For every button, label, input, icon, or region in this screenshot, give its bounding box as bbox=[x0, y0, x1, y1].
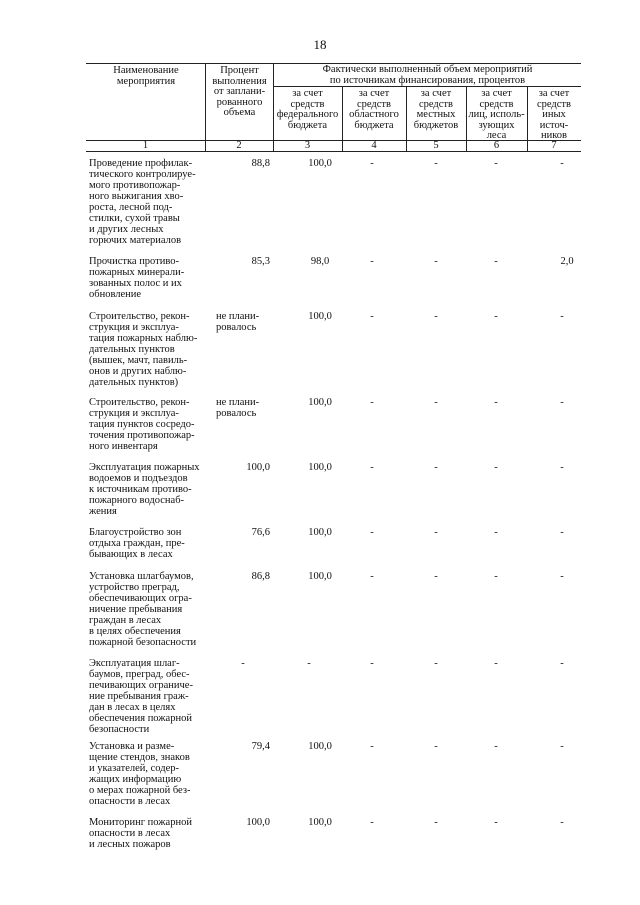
header-sub-local: за счет средств местных бюджетов bbox=[413, 88, 459, 131]
row-8-name: Эксплуатация шлаг- баумов, преград, обес- печивающих ограниче- ние пребывания граж- дан в лесах в целях обеспечения пожарной безопасности bbox=[89, 658, 193, 735]
header-sub-forest-users: за счет средств лиц, исполь- зующих леса bbox=[468, 88, 525, 141]
row-5-name: Эксплуатация пожарных водоемов и подъездов к источникам противо- пожарного водоснаб- жения bbox=[89, 462, 200, 517]
row-9-forest-users: - bbox=[494, 741, 498, 752]
column-numbers-rule bbox=[86, 151, 581, 152]
row-5-regional: - bbox=[370, 462, 374, 473]
row-1-federal: 100,0 bbox=[308, 158, 332, 169]
row-6-name: Благоустройство зон отдыха граждан, пре- бывающих в лесах bbox=[89, 527, 185, 560]
row-2-local: - bbox=[434, 256, 438, 267]
row-6-regional: - bbox=[370, 527, 374, 538]
row-8-federal: - bbox=[307, 658, 311, 669]
subheader-rule bbox=[273, 86, 581, 87]
header-col-name: Наименование мероприятия bbox=[113, 65, 179, 87]
row-10-federal: 100,0 bbox=[308, 817, 332, 828]
row-2-pct: 85,3 bbox=[251, 256, 270, 267]
header-sub-federal: за счет средств федерального бюджета bbox=[276, 88, 339, 131]
row-4-local: - bbox=[434, 397, 438, 408]
row-7-forest-users: - bbox=[494, 571, 498, 582]
row-6-pct: 76,6 bbox=[251, 527, 270, 538]
row-9-other: - bbox=[560, 741, 564, 752]
row-9-federal: 100,0 bbox=[308, 741, 332, 752]
row-5-pct: 100,0 bbox=[246, 462, 270, 473]
column-number: 1 bbox=[142, 140, 149, 151]
row-2-other: 2,0 bbox=[560, 256, 574, 267]
row-10-name: Мониторинг пожарной опасности в лесах и лесных пожаров bbox=[89, 817, 192, 850]
row-2-federal: 98,0 bbox=[310, 256, 330, 267]
header-sub-regional: за счет средств областного бюджета bbox=[349, 88, 399, 131]
row-1-forest-users: - bbox=[494, 158, 498, 169]
row-9-regional: - bbox=[370, 741, 374, 752]
row-8-forest-users: - bbox=[494, 658, 498, 669]
column-number: 7 bbox=[551, 140, 557, 151]
row-3-other: - bbox=[560, 311, 564, 322]
row-7-local: - bbox=[434, 571, 438, 582]
row-7-federal: 100,0 bbox=[308, 571, 332, 582]
row-4-pct: не плани- ровалось bbox=[216, 397, 260, 419]
row-2-forest-users: - bbox=[494, 256, 498, 267]
row-2-name: Прочистка противо- пожарных минерали- зованных полос и их обновление bbox=[89, 256, 185, 300]
row-9-pct: 79,4 bbox=[251, 741, 270, 752]
column-number: 5 bbox=[433, 140, 439, 151]
row-3-name: Строительство, рекон- струкция и эксплуа- тация пожарных наблю- дательных пунктов (вышек, мачт, павиль- онов и других наблю- дательных пунктов) bbox=[89, 311, 198, 388]
column-number: 6 bbox=[493, 140, 500, 151]
row-10-pct: 100,0 bbox=[246, 817, 270, 828]
row-10-forest-users: - bbox=[494, 817, 498, 828]
row-8-local: - bbox=[434, 658, 438, 669]
row-5-federal: 100,0 bbox=[308, 462, 332, 473]
row-2-regional: - bbox=[370, 256, 374, 267]
row-1-name: Проведение профилак- тического контролируе- мого противопожар- ного выжигания хво- роста, лесной под- стилки, сухой травы и других лесных горючих материалов bbox=[89, 158, 196, 246]
row-1-local: - bbox=[434, 158, 438, 169]
row-4-name: Строительство, рекон- струкция и эксплуа- тация пунктов сосредо- точения противопожар- ного инвентаря bbox=[89, 397, 195, 452]
header-col-fact: Фактически выполненный объем мероприятий по источникам финансирования, процентов bbox=[322, 64, 533, 86]
row-4-regional: - bbox=[370, 397, 374, 408]
row-5-local: - bbox=[434, 462, 438, 473]
row-7-name: Установка шлагбаумов, устройство преград, обеспечивающих огра- ничение пребывания граждан в лесах в целях обеспечения пожарной безопасности bbox=[89, 571, 197, 648]
row-1-regional: - bbox=[370, 158, 374, 169]
header-col-pct: Процент выполнения от заплани- рованного объема bbox=[212, 65, 267, 118]
row-7-pct: 86,8 bbox=[251, 571, 270, 582]
row-6-local: - bbox=[434, 527, 438, 538]
column-number: 2 bbox=[236, 140, 242, 151]
row-6-other: - bbox=[560, 527, 564, 538]
row-3-forest-users: - bbox=[494, 311, 498, 322]
row-9-name: Установка и разме- щение стендов, знаков и указателей, содер- жащих информацию о мерах пожарной без- опасности в лесах bbox=[89, 741, 191, 807]
row-6-forest-users: - bbox=[494, 527, 498, 538]
row-5-other: - bbox=[560, 462, 564, 473]
row-3-regional: - bbox=[370, 311, 374, 322]
row-10-other: - bbox=[560, 817, 564, 828]
row-1-pct: 88,8 bbox=[251, 158, 270, 169]
row-8-pct: - bbox=[241, 658, 245, 669]
page-number: 18 bbox=[313, 37, 327, 52]
row-10-regional: - bbox=[370, 817, 374, 828]
row-3-federal: 100,0 bbox=[308, 311, 332, 322]
row-7-other: - bbox=[560, 571, 564, 582]
row-6-federal: 100,0 bbox=[308, 527, 332, 538]
row-4-other: - bbox=[560, 397, 564, 408]
row-3-local: - bbox=[434, 311, 438, 322]
row-8-other: - bbox=[560, 658, 564, 669]
column-number: 4 bbox=[371, 140, 377, 151]
header-sub-other: за счет средств иных источ- ников bbox=[537, 88, 571, 141]
row-4-federal: 100,0 bbox=[308, 397, 332, 408]
row-1-other: - bbox=[560, 158, 564, 169]
row-8-regional: - bbox=[370, 658, 374, 669]
row-4-forest-users: - bbox=[494, 397, 498, 408]
row-9-local: - bbox=[434, 741, 438, 752]
row-10-local: - bbox=[434, 817, 438, 828]
row-7-regional: - bbox=[370, 571, 374, 582]
row-3-pct: не плани- ровалось bbox=[216, 311, 260, 333]
row-5-forest-users: - bbox=[494, 462, 498, 473]
column-number: 3 bbox=[304, 140, 311, 151]
